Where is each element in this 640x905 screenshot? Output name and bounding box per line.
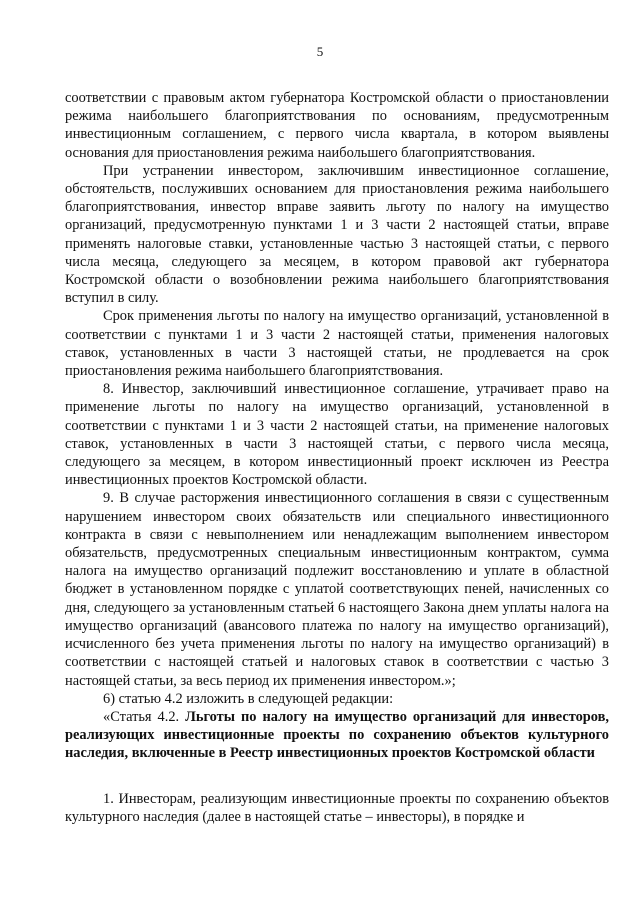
article-title: Льготы по налогу на имущество организаций для инвесторов, реализующих инвестиционные проекты по сохранению объектов культурного наследия, включенные в Реестр инвестиционных проектов Костромской области bbox=[65, 708, 609, 762]
paragraph-item-9: 9. В случае расторжения инвестиционного соглашения в связи с существенным нарушением инвестором своих обязательств или специального инвестиционного контракта в связи с невыполнением или ненадлежащим выполнением инвестором обязательств, предусмотренных специальным инвестиционным контрактом, сумма налога на имущество организаций подлежит восстановлению и уплате в областной бюджет в установленном порядке с уплатой соответствующих пеней, начисленных со дня, следующего за установленным статьей 6 настоящего Закона днем уплаты налога на имущество организаций (авансового платежа по налогу на имущество организаций), исчисленного без учета применения льготы по налогу на имущество организаций) в соответствии с настоящей статьей и налоговых ставок в соответствии с частью 3 настоящей статьи, за весь период их применения инвестором.»; bbox=[65, 490, 609, 689]
paragraph-item-8: 8. Инвестор, заключивший инвестиционное соглашение, утрачивает право на применение льготы по налогу на имущество организаций, установленной в соответствии с пунктами 1 и 3 части 2 настоящей статьи, на применение налоговых ставок, установленных в части 3 настоящей статьи, с первого числа месяца, следующего за месяцем, в котором инвестиционный проект исключен из Реестра инвестиционных проектов Костромской области. bbox=[65, 381, 609, 489]
paragraph-amendment-6: 6) статью 4.2 изложить в следующей редакции: bbox=[103, 690, 394, 707]
article-prefix: «Статья 4.2. bbox=[103, 708, 186, 725]
article-heading bbox=[65, 708, 609, 763]
paragraph-investor-resumption: При устранении инвестором, заключившим инвестиционное соглашение, обстоятельств, послуживших основанием для приостановления режима наибольшего благоприятствования, инвестор вправе заявить льготу по налогу на имущество организаций, предусмотренную пунктами 1 и 3 части 2 настоящей статьи, вправе применять налоговые ставки, установленные частью 3 настоящей статьи, с первого числа месяца, следующего за месяцем, в котором правовой акт губернатора Костромской области о возобновлении режима наибольшего благоприятствования вступил в силу. bbox=[65, 162, 609, 307]
paragraph-continuation: соответствии с правовым актом губернатора Костромской области о приостановлении режима наибольшего благоприятствования по основаниям, предусмотренным инвестиционным соглашением, с первого числа квартала, в котором выявлены основания для приостановления режима наибольшего благоприятствования. bbox=[65, 90, 609, 161]
spacer bbox=[65, 763, 609, 790]
paragraph-article-item-1: 1. Инвесторам, реализующим инвестиционные проекты по сохранению объектов культурного наследия (далее в настоящей статье – инвесторы), в порядке и bbox=[65, 790, 609, 825]
document-body bbox=[65, 89, 609, 826]
page-number: 5 bbox=[316, 44, 324, 59]
paragraph-term-not-extended: Срок применения льготы по налогу на имущество организаций, установленной в соответствии с пунктами 1 и 3 части 2 настоящей статьи, применения налоговых ставок, установленных в части 3 настоящей статьи, не продлевается на срок приостановления режима наибольшего благоприятствования. bbox=[65, 308, 609, 380]
